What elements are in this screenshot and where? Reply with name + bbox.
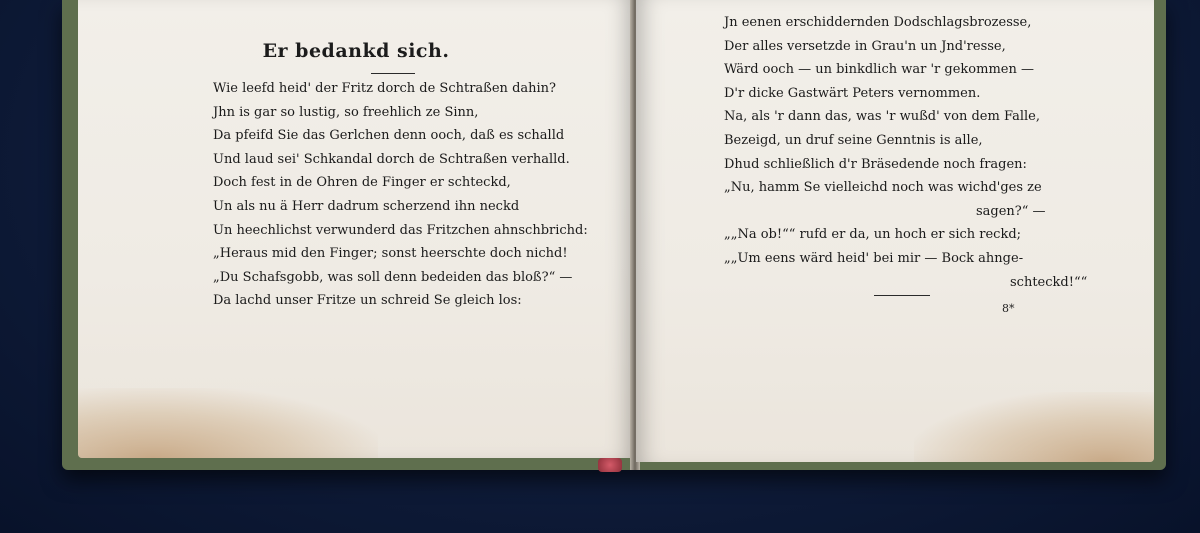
verse-line: Wie leefd heid' der Fritz dorch de Schtraßen dahin?	[213, 81, 557, 96]
poem-text-left	[213, 77, 588, 313]
verse-line: „Nu, hamm Se vielleichd noch was wichd'ges ze	[724, 180, 1042, 196]
verse-line: Bezeigd, un druf seine Genntnis is alle,	[724, 132, 983, 148]
water-stain	[914, 392, 1154, 462]
end-divider	[874, 295, 930, 296]
verse-line: „Heraus mid den Finger; sonst heerschte doch nichd!	[213, 246, 568, 262]
verse-line: Jn eenen erschiddernden Dodschlagsbrozesse,	[724, 15, 1032, 30]
verse-line: Und laud sei' Schkandal dorch de Schtraßen verhalld.	[213, 151, 570, 167]
verse-line: Un als nu ä Herr dadrum scherzend ihn neckd	[213, 198, 520, 214]
verse-line: Da lachd unser Fritze un schreid Se gleich los:	[213, 293, 522, 309]
verse-line: schteckd!““	[1010, 274, 1088, 290]
right-page	[636, 0, 1154, 462]
poem-title: Er bedankd sich.	[262, 40, 450, 62]
verse-line: D'r dicke Gastwärt Peters vernommen.	[724, 85, 981, 101]
verse-line: „„Na ob!““ rufd er da, un hoch er sich reckd;	[724, 227, 1022, 243]
verse-line: „„Um eens wärd heid' bei mir — Bock ahnge-	[724, 250, 1024, 266]
verse-line: Na, als 'r dann das, was 'r wußd' von dem Falle,	[724, 109, 1040, 125]
verse-line: Wärd ooch — un binkdlich war 'r gekommen —	[724, 62, 1034, 78]
poem-text-right	[724, 11, 1087, 294]
verse-line: Un heechlichst verwunderd das Fritzchen ahnschbrichd:	[213, 222, 588, 238]
verse-line: Der alles versetzde in Grau'n un Jnd'resse,	[724, 38, 1006, 54]
verse-line: Dhud schließlich d'r Bräsedende noch fragen:	[724, 156, 1027, 172]
verse-line: Da pfeifd Sie das Gerlchen denn ooch, daß es schalld	[213, 128, 565, 144]
water-stain	[78, 388, 378, 458]
page-number: 8*	[1002, 302, 1015, 315]
verse-line: Jhn is gar so lustig, so freehlich ze Sinn,	[213, 104, 479, 120]
verse-line: Doch fest in de Ohren de Finger er schteckd,	[213, 175, 511, 191]
verse-line: „Du Schafsgobb, was soll denn bedeiden das bloß?“ —	[213, 269, 573, 285]
bookmark-ribbon	[598, 458, 622, 472]
left-page	[78, 0, 634, 458]
verse-line: sagen?“ —	[976, 203, 1046, 219]
title-divider	[371, 73, 415, 74]
